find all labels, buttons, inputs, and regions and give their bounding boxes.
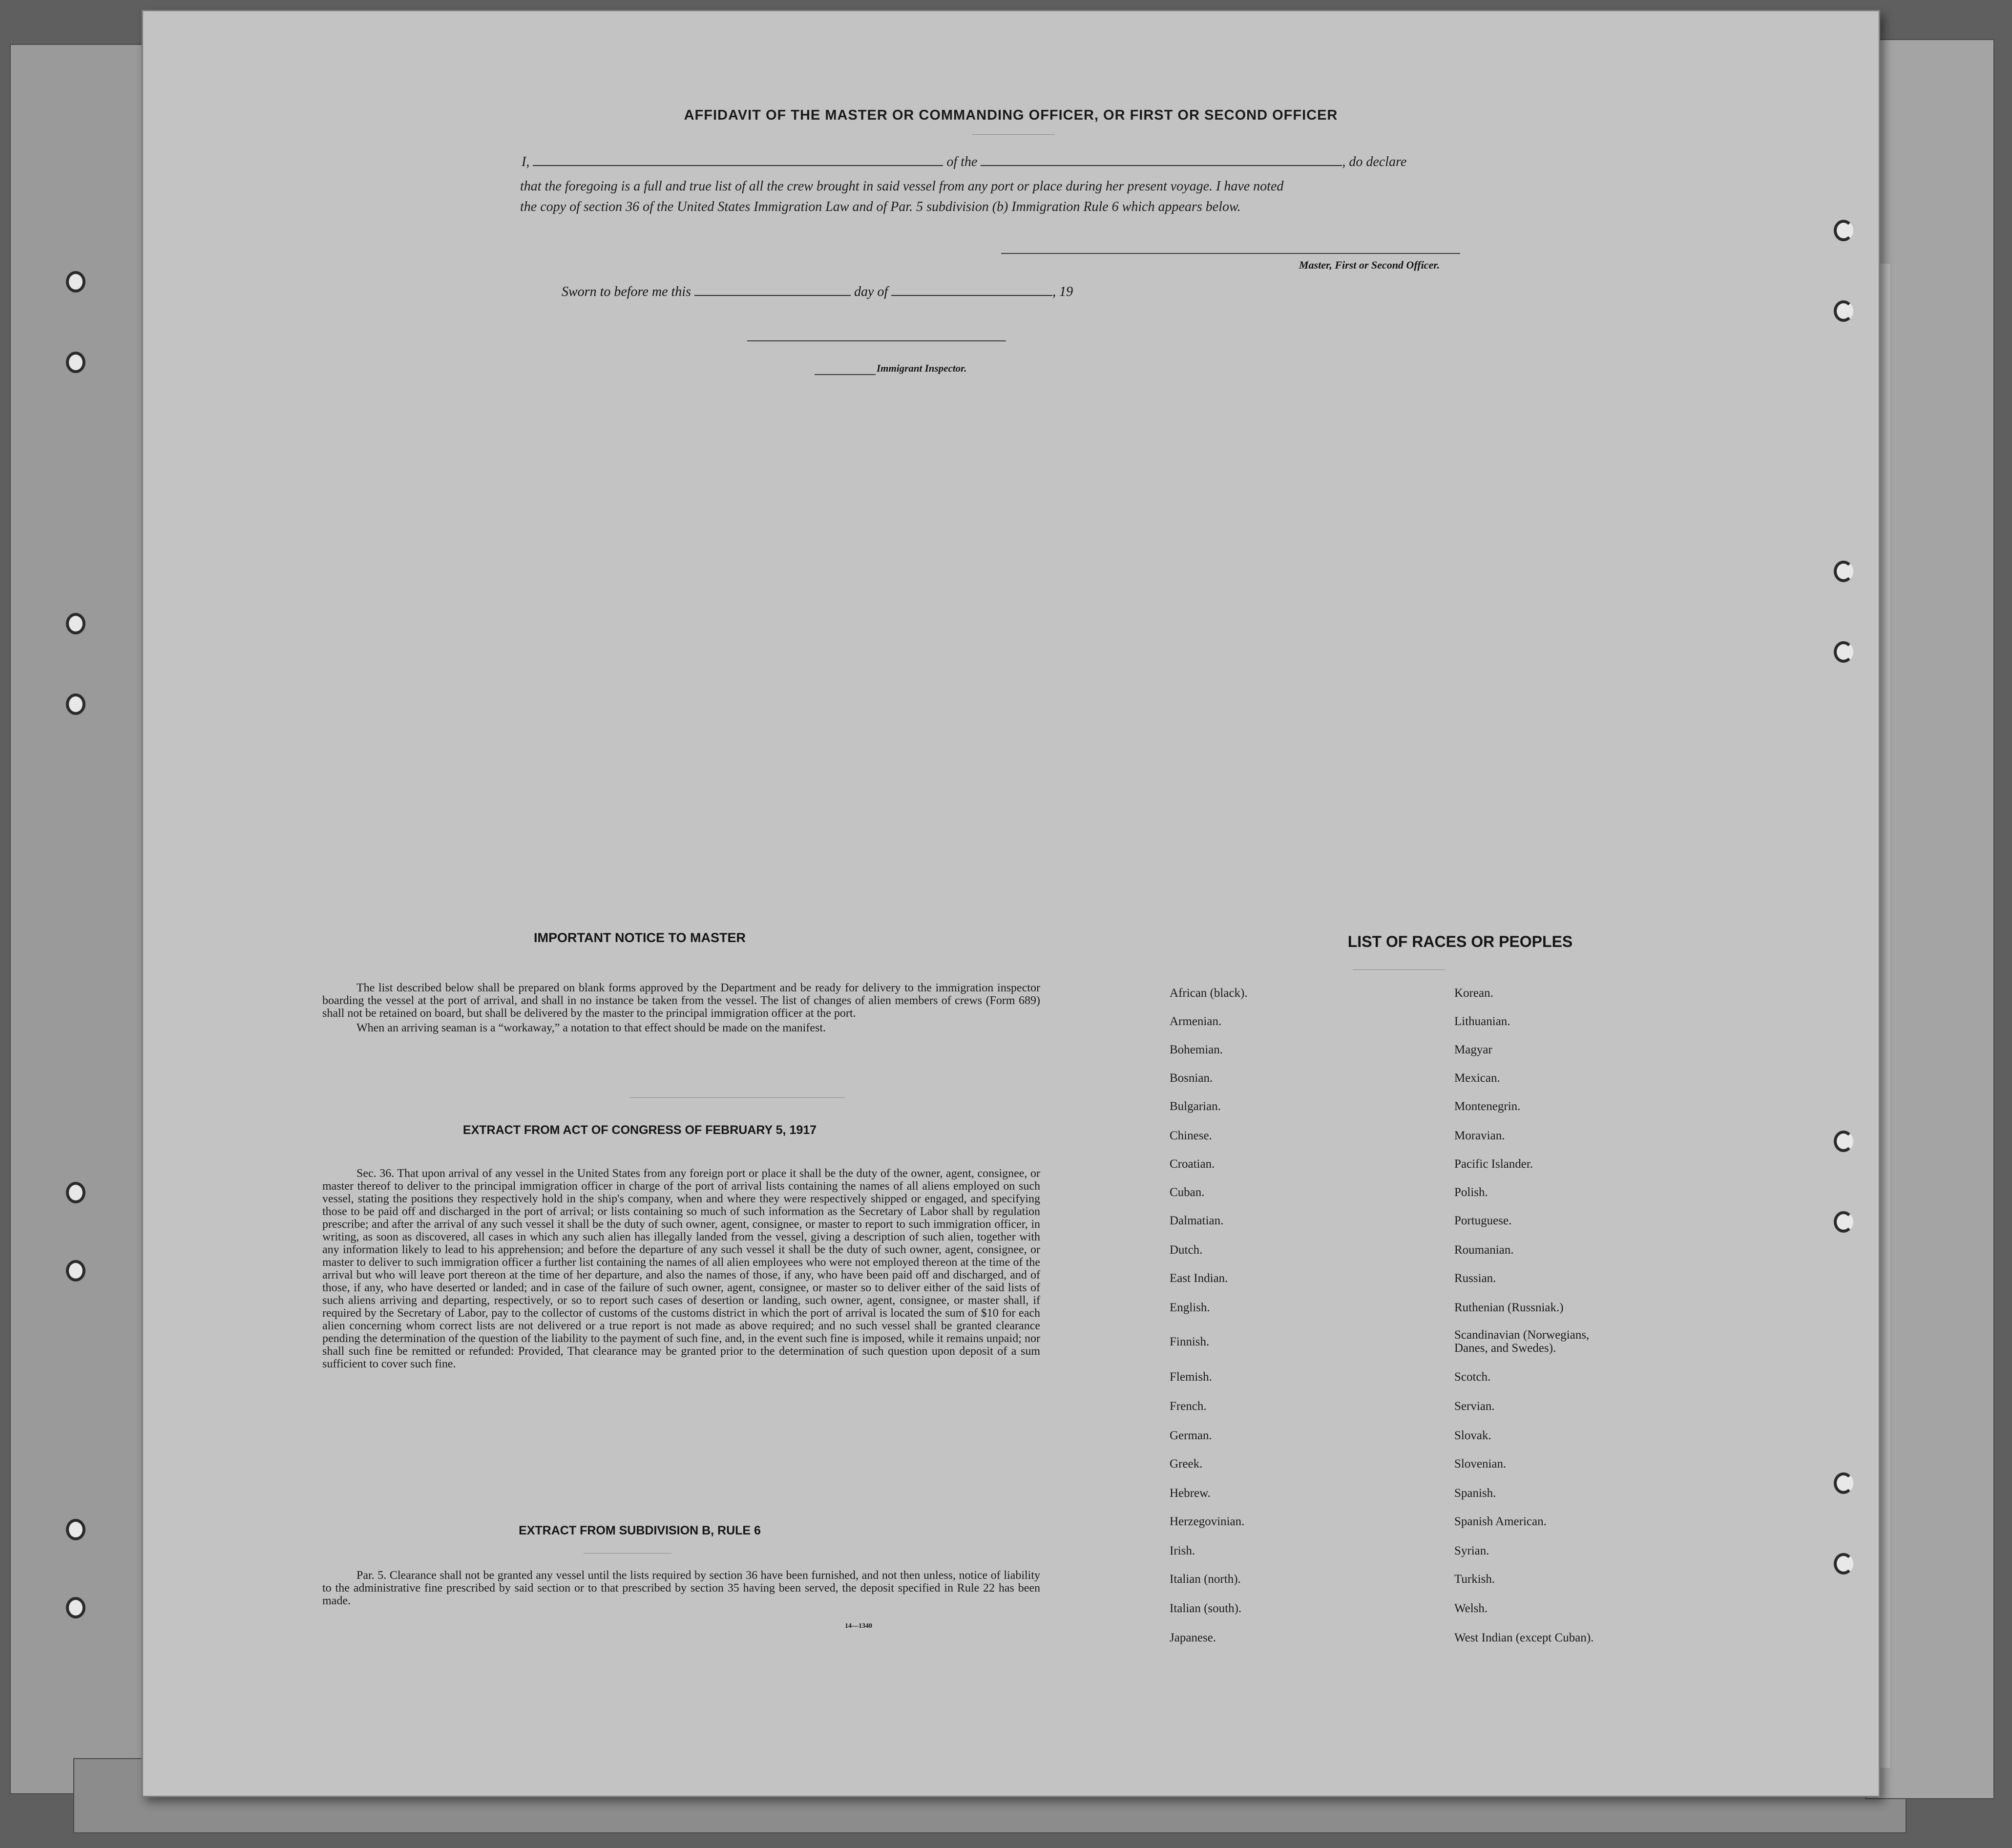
- punch-hole-icon: [1834, 1553, 1853, 1575]
- race-item: Moravian.: [1454, 1129, 1505, 1142]
- race-item: Italian (south).: [1170, 1602, 1242, 1615]
- sworn-day-field[interactable]: [694, 284, 851, 296]
- race-item: Irish.: [1170, 1544, 1195, 1557]
- race-item: Dutch.: [1170, 1243, 1203, 1257]
- race-item: Scandinavian (Norwegians, Danes, and Swedes).: [1454, 1328, 1590, 1355]
- race-item: Bohemian.: [1170, 1043, 1223, 1056]
- punch-hole-icon: [1834, 1472, 1853, 1494]
- race-item: Russian.: [1454, 1272, 1496, 1285]
- punch-hole-icon: [66, 613, 85, 634]
- race-item: Finnish.: [1170, 1335, 1210, 1348]
- notice-divider: [630, 1097, 845, 1098]
- race-item: Mexican.: [1454, 1071, 1500, 1085]
- form-page: [142, 10, 1880, 1797]
- rule-divider: [584, 1553, 671, 1554]
- punch-hole-icon: [66, 693, 85, 715]
- race-item: Slovak.: [1454, 1429, 1491, 1442]
- race-item: Greek.: [1170, 1457, 1203, 1470]
- race-item: Cuban.: [1170, 1186, 1205, 1199]
- punch-hole-icon: [66, 1260, 85, 1281]
- punch-hole-icon: [1834, 1211, 1853, 1233]
- extract-rule-text: [322, 1569, 1040, 1607]
- inspector-short-line: [815, 374, 876, 375]
- punch-hole-icon: [66, 1597, 85, 1618]
- race-item: German.: [1170, 1429, 1212, 1442]
- race-item: Lithuanian.: [1454, 1015, 1510, 1028]
- punch-hole-icon: [1834, 220, 1853, 241]
- race-item: Japanese.: [1170, 1631, 1216, 1644]
- notice-title: IMPORTANT NOTICE TO MASTER: [534, 930, 746, 945]
- race-item: Slovenian.: [1454, 1457, 1507, 1470]
- inspector-label: Immigrant Inspector.: [877, 362, 967, 374]
- race-item: Korean.: [1454, 987, 1493, 1000]
- signature-label: Master, First or Second Officer.: [1299, 259, 1440, 271]
- punch-hole-icon: [66, 271, 85, 293]
- affidavit-title: AFFIDAVIT OF THE MASTER OR COMMANDING OFFICER, OR FIRST OR SECOND OFFICER: [684, 107, 1338, 123]
- race-item: Scotch.: [1454, 1370, 1491, 1384]
- race-item: Flemish.: [1170, 1370, 1212, 1384]
- sworn-day-of-label: day of: [854, 284, 888, 299]
- race-item: Hebrew.: [1170, 1487, 1211, 1500]
- extract-rule-paragraph: Par. 5. Clearance shall not be granted any vessel until the lists required by section 36 have been furnished, and not then unless, notice of liability to the administrative fine prescribed by said section or to that prescribed by section 35 having been served, the deposit specified in Rule 22 has been made.: [322, 1569, 1040, 1607]
- title-divider: [972, 134, 1055, 135]
- punch-hole-icon: [1834, 561, 1853, 582]
- race-item: Polish.: [1454, 1186, 1488, 1199]
- sworn-year-label: , 19: [1052, 284, 1073, 299]
- race-item: West Indian (except Cuban).: [1454, 1631, 1594, 1644]
- extract-act-title: EXTRACT FROM ACT OF CONGRESS OF FEBRUARY 5, 1917: [462, 1123, 817, 1137]
- affidavit-of-the-label: of the: [946, 154, 978, 169]
- race-item: Italian (north).: [1170, 1573, 1241, 1586]
- race-item: Armenian.: [1170, 1015, 1222, 1028]
- sworn-month-field[interactable]: [891, 284, 1052, 296]
- race-item: Dalmatian.: [1170, 1214, 1224, 1227]
- race-item: East Indian.: [1170, 1272, 1228, 1285]
- declarant-name-field[interactable]: [533, 154, 943, 166]
- punch-hole-icon: [66, 1182, 85, 1203]
- signature-line[interactable]: [1001, 253, 1460, 254]
- sworn-line: [562, 284, 1073, 300]
- extract-act-paragraph: Sec. 36. That upon arrival of any vessel in the United States from any foreign port or place it shall be the duty of the owner, agent, consignee, or master thereof to deliver to the principal immigration officer in charge of the port of arrival lists containing the names of all aliens employed on such vessel, stating the positions they respectively hold in the ship's company, when and where they were respectively shipped or engaged, and specifying those to be paid off and discharged in the port of arrival; or lists containing so much of such information as the Secretary of Labor shall by regulation prescribe; and after the arrival of any such vessel it shall be the duty of such owner, agent, consignee, or master to report to such immigration officer, in writing, as soon as discovered, all cases in which any such alien has illegally landed from the vessel, giving a description of such alien, together with any information likely to lead to his apprehension; and before the departure of any such vessel it shall be the duty of such owner, agent, consignee, or master to deliver to such immigration officer a further list containing the names of all alien employees who were not employed thereon at the time of the arrival but who will leave port thereon at the time of her departure, and also the names of those, if any, who have been paid off and discharged, and of those, if any, who have deserted or landed; and in case of the failure of such owner, agent, consignee, or master so to deliver either of the said lists of such aliens arriving and departing, respectively, or so to report such cases of desertion or landing, such owner, agent, consignee, or master shall, if required by the Secretary of Labor, pay to the collector of customs of the customs district in which the port of arrival is located the sum of $10 for each alien concerning whom correct lists are not delivered or a true report is not made as above required; and no such vessel shall be granted clearance pending the determination of the question of the liability to the payment of such fine, and, in the event such fine is imposed, while it remains unpaid; nor shall such fine be remitted or refunded: Provided, That clearance may be granted prior to the determination of such question upon deposit of a sum sufficient to cover such fine.: [322, 1167, 1040, 1370]
- sworn-prefix: Sworn to before me this: [562, 284, 691, 299]
- vessel-name-field[interactable]: [981, 154, 1342, 166]
- affidavit-statement-line: that the foregoing is a full and true list of all the crew brought in said vessel from any port or place during her present voyage. I have noted: [520, 179, 1284, 194]
- inspector-signature-line[interactable]: [747, 340, 1006, 341]
- race-item: Magyar: [1454, 1043, 1492, 1056]
- race-item: Chinese.: [1170, 1129, 1212, 1142]
- race-item: Herzegovinian.: [1170, 1515, 1245, 1528]
- extract-act-text: [322, 1167, 1040, 1370]
- punch-hole-icon: [1834, 300, 1853, 322]
- notice-text: [322, 982, 1040, 1034]
- race-item: Ruthenian (Russniak.): [1454, 1301, 1564, 1314]
- race-item: Turkish.: [1454, 1573, 1495, 1586]
- affidavit-declaration-line: [522, 152, 1635, 172]
- race-item: Montenegrin.: [1454, 1100, 1521, 1113]
- race-item: Roumanian.: [1454, 1243, 1514, 1257]
- form-number: 14—1340: [845, 1622, 872, 1630]
- extract-rule-title: EXTRACT FROM SUBDIVISION B, RULE 6: [519, 1524, 761, 1537]
- races-divider: [1353, 969, 1446, 970]
- race-item: French.: [1170, 1400, 1207, 1413]
- race-item: Welsh.: [1454, 1602, 1488, 1615]
- affidavit-i-label: I,: [522, 154, 530, 169]
- race-item: Spanish American.: [1454, 1515, 1547, 1528]
- race-item: Croatian.: [1170, 1157, 1215, 1171]
- affidavit-statement-line: the copy of section 36 of the United States Immigration Law and of Par. 5 subdivision (b) Immigration Rule 6 which appears below.: [520, 199, 1241, 214]
- race-item: Bulgarian.: [1170, 1100, 1221, 1113]
- race-item: African (black).: [1170, 987, 1248, 1000]
- punch-hole-icon: [66, 352, 85, 373]
- notice-paragraph: When an arriving seaman is a “workaway,” a notation to that effect should be made on the manifest.: [356, 1022, 826, 1034]
- sheet-edge-right: [1880, 264, 1890, 1768]
- affidavit-declare-label: , do declare: [1342, 154, 1407, 169]
- race-item: Syrian.: [1454, 1544, 1489, 1557]
- race-item: English.: [1170, 1301, 1210, 1314]
- race-item: Pacific Islander.: [1454, 1157, 1533, 1171]
- races-title: LIST OF RACES OR PEOPLES: [1347, 933, 1573, 950]
- race-item: Servian.: [1454, 1400, 1495, 1413]
- race-item: Spanish.: [1454, 1487, 1496, 1500]
- punch-hole-icon: [1834, 1131, 1853, 1152]
- race-item: Portuguese.: [1454, 1214, 1512, 1227]
- punch-hole-icon: [66, 1519, 85, 1540]
- notice-paragraph: The list described below shall be prepared on blank forms approved by the Department and be ready for delivery to the immigration inspector boarding the vessel at the port of arrival, and shall in no instance be taken from the vessel. The list of changes of alien members of crews (Form 689) shall not be retained on board, but shall be delivered by the master to the principal immigration officer at the port.: [322, 982, 1040, 1020]
- race-item: Bosnian.: [1170, 1071, 1213, 1085]
- punch-hole-icon: [1834, 641, 1853, 663]
